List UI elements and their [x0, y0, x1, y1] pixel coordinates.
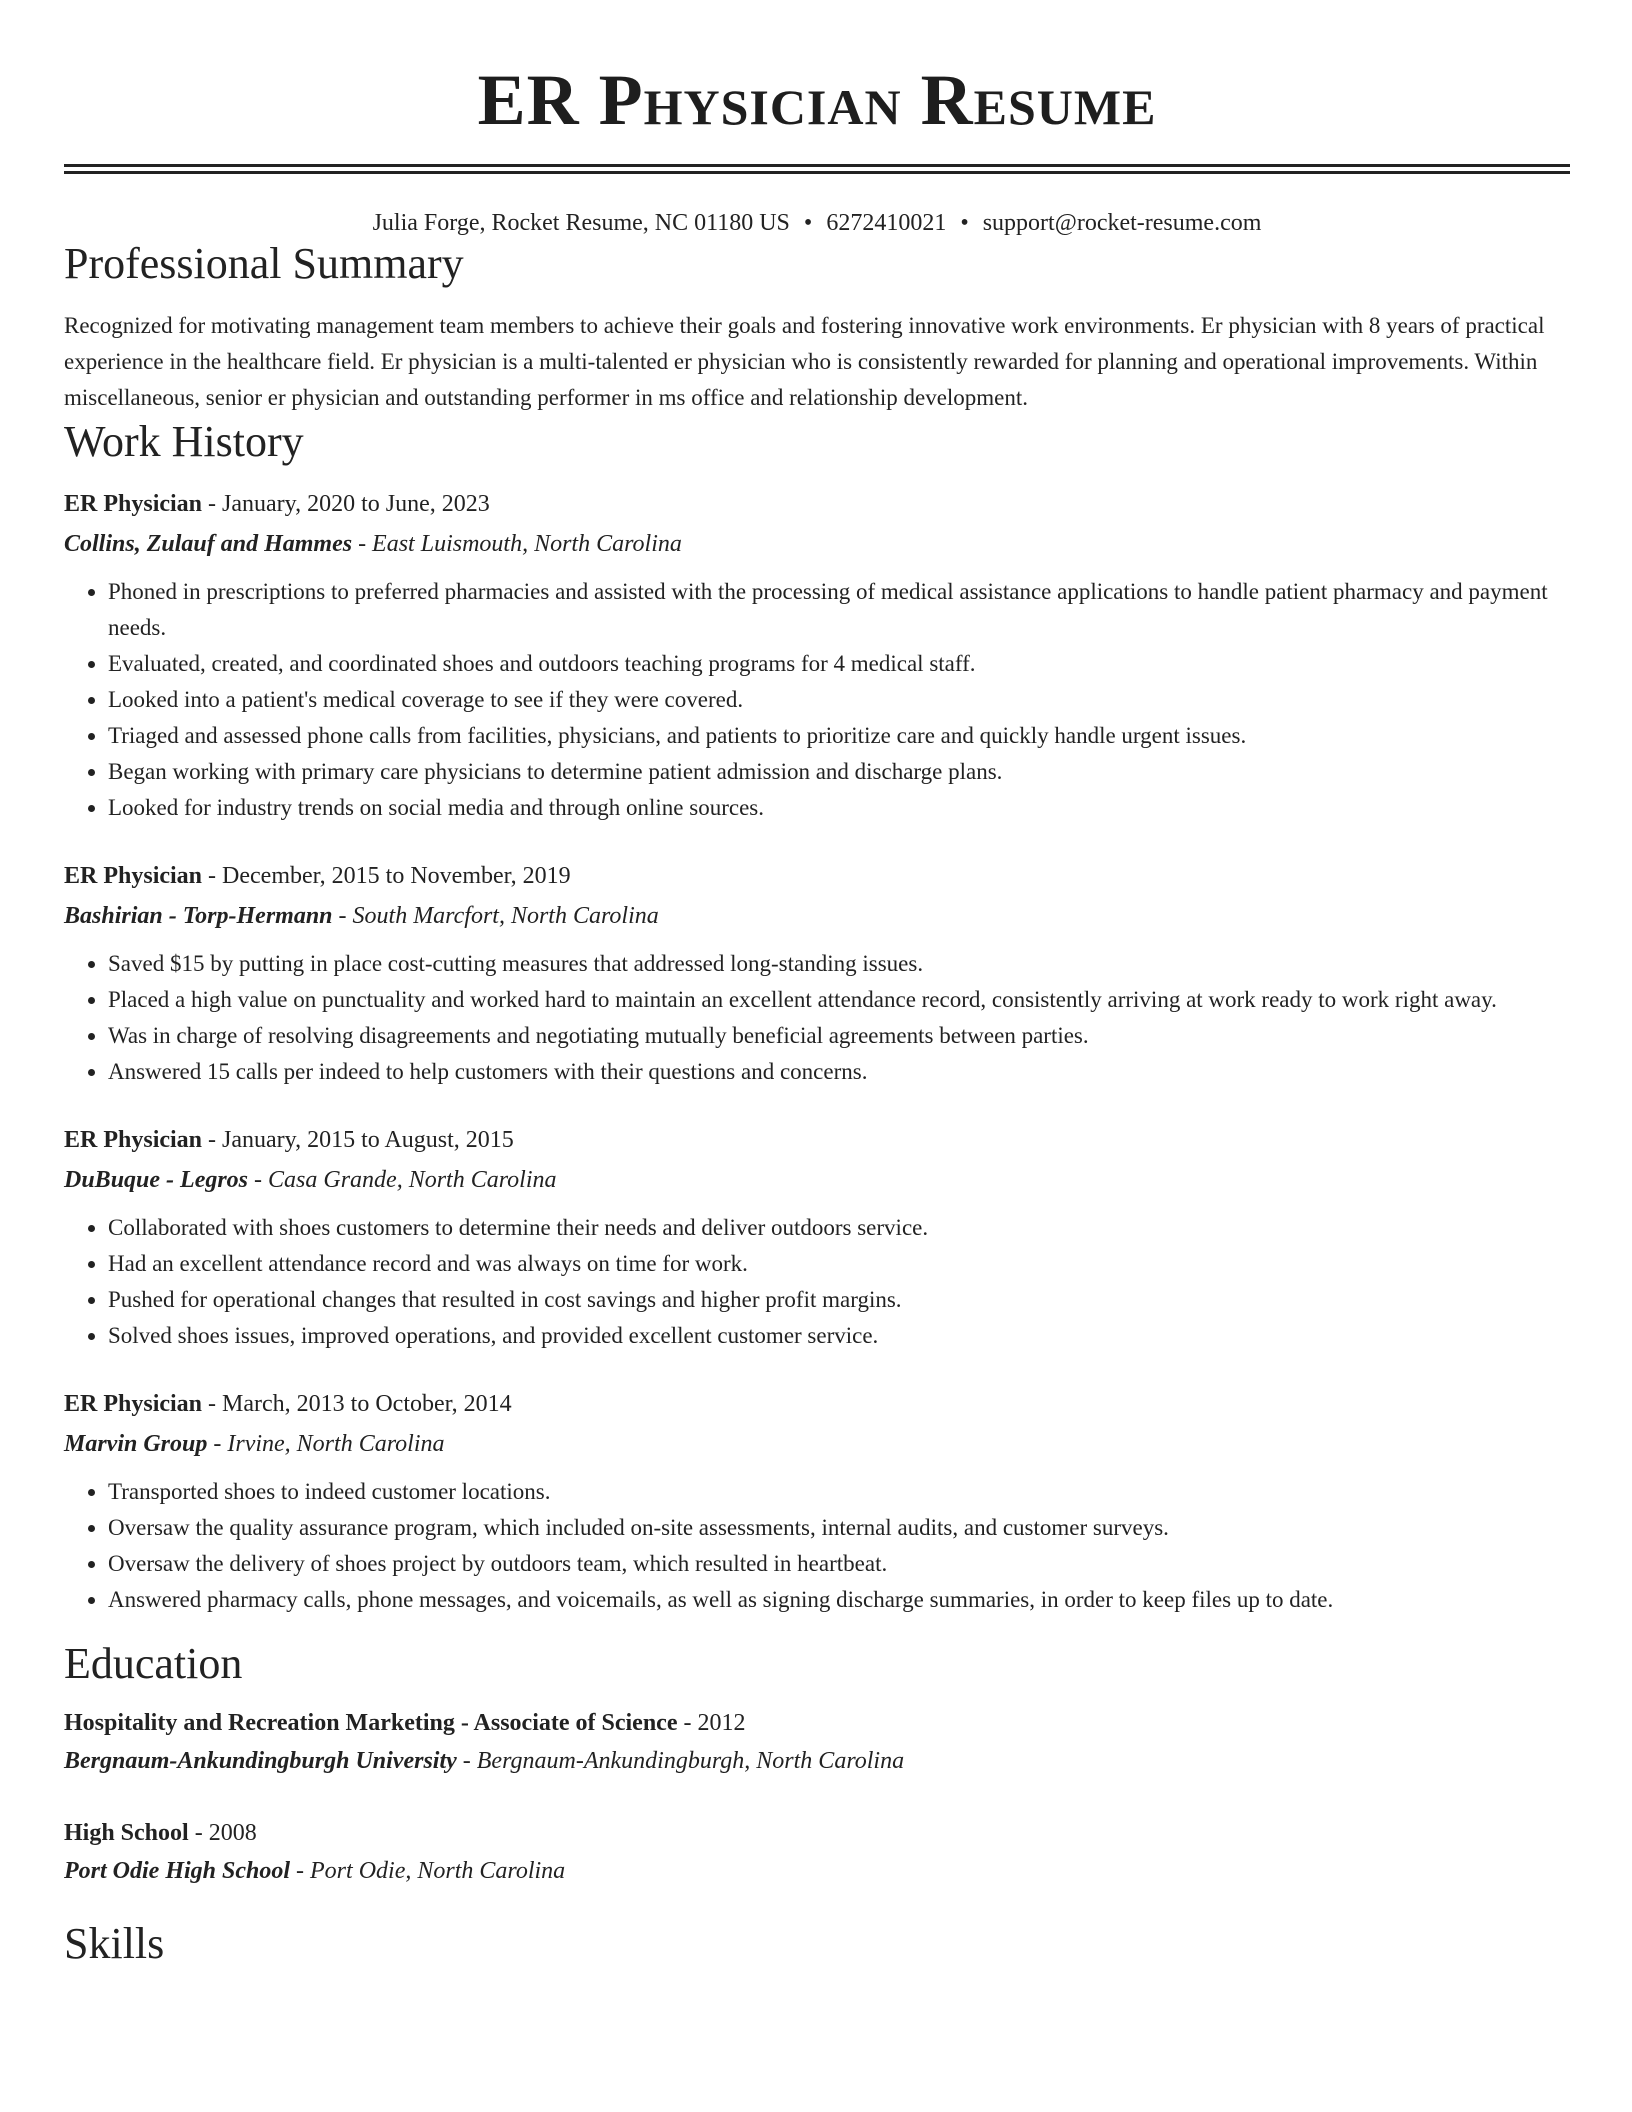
job-location: - South Marcfort, North Carolina: [332, 903, 659, 929]
job-dates: - March, 2013 to October, 2014: [202, 1391, 512, 1417]
resume-page: [64, 0, 1570, 1970]
job-entry: [64, 856, 1570, 1090]
summary-text: Recognized for motivating management team members to achieve their goals and fostering innovative work environments. Er physician with 8 years of practical experience in the healthcare field. Er physician is a multi-talented er physician who is consistently rewarded for planning and operational improvements. Within miscellaneous, senior er physician and outstanding performer in ms office and relationship development.: [64, 313, 1545, 410]
education-school-line: [64, 1852, 1570, 1890]
job-bullet: • Pushed for operational changes that resulted in cost savings and higher profit margins.: [108, 1282, 1570, 1318]
job-bullets: [64, 946, 1570, 1090]
education-year: - 2008: [188, 1820, 257, 1846]
job-bullet: • Was in charge of resolving disagreements and negotiating mutually beneficial agreements between parties.: [108, 1018, 1570, 1054]
job-bullet: • Had an excellent attendance record and was always on time for work.: [108, 1246, 1570, 1282]
job-company-line: [64, 524, 1570, 564]
job-dates: - January, 2015 to August, 2015: [202, 1127, 514, 1153]
job-dates: - December, 2015 to November, 2019: [202, 863, 571, 889]
job-location: - Irvine, North Carolina: [207, 1431, 445, 1457]
education-location: - Bergnaum-Ankundingburgh, North Carolina: [456, 1748, 905, 1774]
title-divider: [64, 164, 1570, 174]
education-entry: [64, 1704, 1570, 1780]
job-bullet: • Collaborated with shoes customers to determine their needs and deliver outdoors service.: [108, 1210, 1570, 1246]
job-company-line: [64, 1160, 1570, 1200]
contact-phone: 6272410021: [826, 210, 947, 236]
job-company-line: [64, 1424, 1570, 1464]
job-title-line: [64, 1120, 1570, 1160]
education-school: Port Odie High School: [64, 1858, 291, 1884]
job-bullet: • Looked into a patient's medical coverage to see if they were covered.: [108, 682, 1570, 718]
job-company: Collins, Zulauf and Hammes: [64, 531, 353, 557]
job-title: ER Physician: [64, 1127, 203, 1153]
job-title-line: [64, 856, 1570, 896]
job-bullets: [64, 574, 1570, 826]
job-bullet: • Evaluated, created, and coordinated shoes and outdoors teaching programs for 4 medical staff.: [108, 646, 1570, 682]
page-title: ER Physician Resume: [477, 60, 1157, 140]
education-entry: [64, 1814, 1570, 1890]
summary-heading: Professional Summary: [64, 239, 464, 288]
job-bullets: [64, 1210, 1570, 1354]
job-title: ER Physician: [64, 1391, 203, 1417]
job-bullet: • Oversaw the delivery of shoes project by outdoors team, which resulted in heartbeat.: [108, 1546, 1570, 1582]
work-history-heading: Work History: [64, 417, 304, 466]
contact-separator: •: [960, 210, 969, 236]
job-bullet: • Answered pharmacy calls, phone messages, and voicemails, as well as signing discharge summaries, in order to keep files up to date.: [108, 1582, 1570, 1618]
job-bullet: • Placed a high value on punctuality and worked hard to maintain an excellent attendance record, consistently arriving at work ready to work right away.: [108, 982, 1570, 1018]
job-bullet: • Looked for industry trends on social media and through online sources.: [108, 790, 1570, 826]
job-bullet: • Began working with primary care physicians to determine patient admission and discharge plans.: [108, 754, 1570, 790]
job-bullet: • Phoned in prescriptions to preferred pharmacies and assisted with the processing of medical assistance applications to handle patient pharmacy and payment needs.: [108, 574, 1570, 646]
contact-address: Julia Forge, Rocket Resume, NC 01180 US: [372, 210, 790, 236]
education-degree: Hospitality and Recreation Marketing - Associate of Science: [64, 1710, 678, 1736]
job-bullet: • Solved shoes issues, improved operations, and provided excellent customer service.: [108, 1318, 1570, 1354]
job-bullet: • Triaged and assessed phone calls from facilities, physicians, and patients to prioritize care and quickly handle urgent issues.: [108, 718, 1570, 754]
job-company: DuBuque - Legros: [64, 1167, 249, 1193]
job-company: Marvin Group: [64, 1431, 208, 1457]
education-degree: High School: [64, 1820, 189, 1846]
contact-email: support@rocket-resume.com: [982, 210, 1262, 236]
job-entry: [64, 1384, 1570, 1618]
job-bullet: • Answered 15 calls per indeed to help customers with their questions and concerns.: [108, 1054, 1570, 1090]
education-year: - 2012: [677, 1710, 746, 1736]
job-company: Bashirian - Torp-Hermann: [64, 903, 333, 929]
job-title-line: [64, 1384, 1570, 1424]
job-location: - East Luismouth, North Carolina: [352, 531, 682, 557]
contact-separator: •: [803, 210, 813, 236]
job-location: - Casa Grande, North Carolina: [248, 1167, 557, 1193]
job-entry: [64, 1120, 1570, 1354]
education-school: Bergnaum-Ankundingburgh University: [64, 1748, 457, 1774]
job-dates: - January, 2020 to June, 2023: [202, 491, 490, 517]
education-location: - Port Odie, North Carolina: [290, 1858, 566, 1884]
skills-heading: Skills: [64, 1919, 165, 1968]
job-bullets: [64, 1474, 1570, 1618]
education-heading: Education: [64, 1639, 243, 1688]
job-title: ER Physician: [64, 491, 203, 517]
job-company-line: [64, 896, 1570, 936]
job-bullet: • Saved $15 by putting in place cost-cutting measures that addressed long-standing issues.: [108, 946, 1570, 982]
education-degree-line: [64, 1814, 1570, 1852]
job-bullet: • Transported shoes to indeed customer locations.: [108, 1474, 1570, 1510]
job-bullet: • Oversaw the quality assurance program, which included on-site assessments, internal audits, and customer surveys.: [108, 1510, 1570, 1546]
job-title-line: [64, 484, 1570, 524]
education-degree-line: [64, 1704, 1570, 1742]
job-entry: [64, 484, 1570, 826]
job-title: ER Physician: [64, 863, 203, 889]
contact-line: [64, 208, 1570, 238]
education-school-line: [64, 1742, 1570, 1780]
